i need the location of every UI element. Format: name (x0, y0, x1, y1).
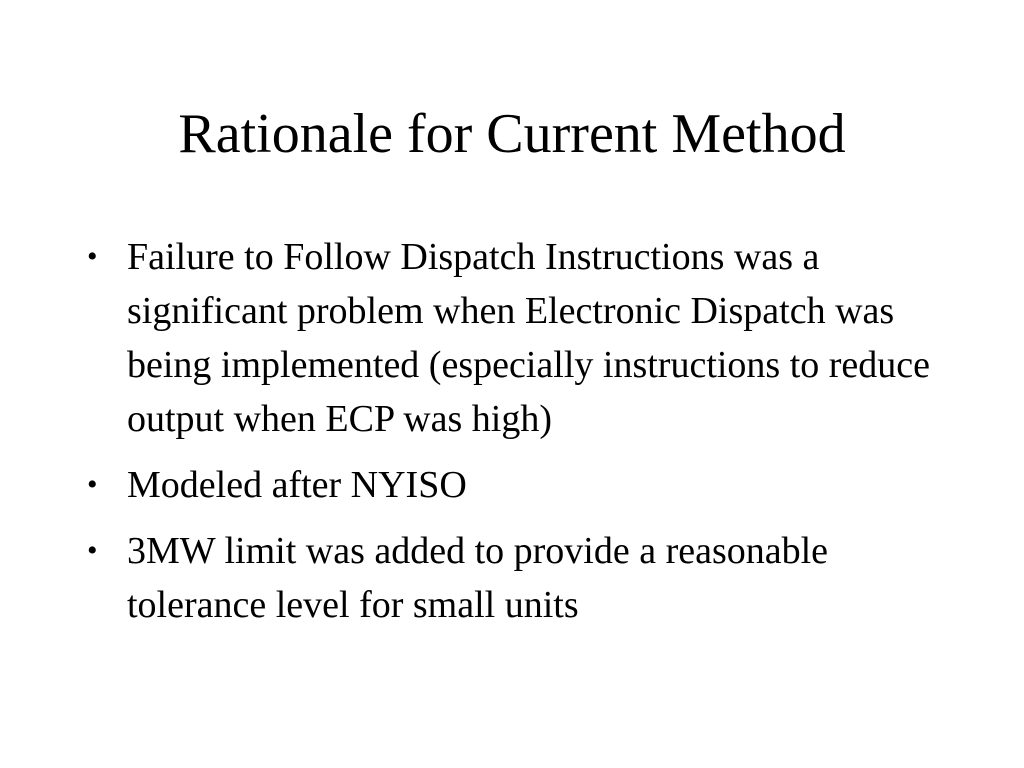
bullet-marker: • (87, 534, 98, 567)
bullet-text: Failure to Follow Dispatch Instructions was a significant problem when Electronic Dispatch was being implemented (especially instructions to reduce output when ECP was high) (127, 236, 931, 440)
bullet-item (87, 458, 947, 512)
bullet-list (87, 230, 947, 644)
slide-title: Rationale for Current Method (178, 103, 846, 165)
bullet-item (87, 524, 947, 632)
bullet-marker: • (87, 468, 98, 501)
bullet-text: Modeled after NYISO (127, 464, 467, 506)
bullet-text: 3MW limit was added to provide a reasonable tolerance level for small units (127, 530, 829, 626)
bullet-item (87, 230, 947, 446)
bullet-marker: • (87, 240, 98, 273)
